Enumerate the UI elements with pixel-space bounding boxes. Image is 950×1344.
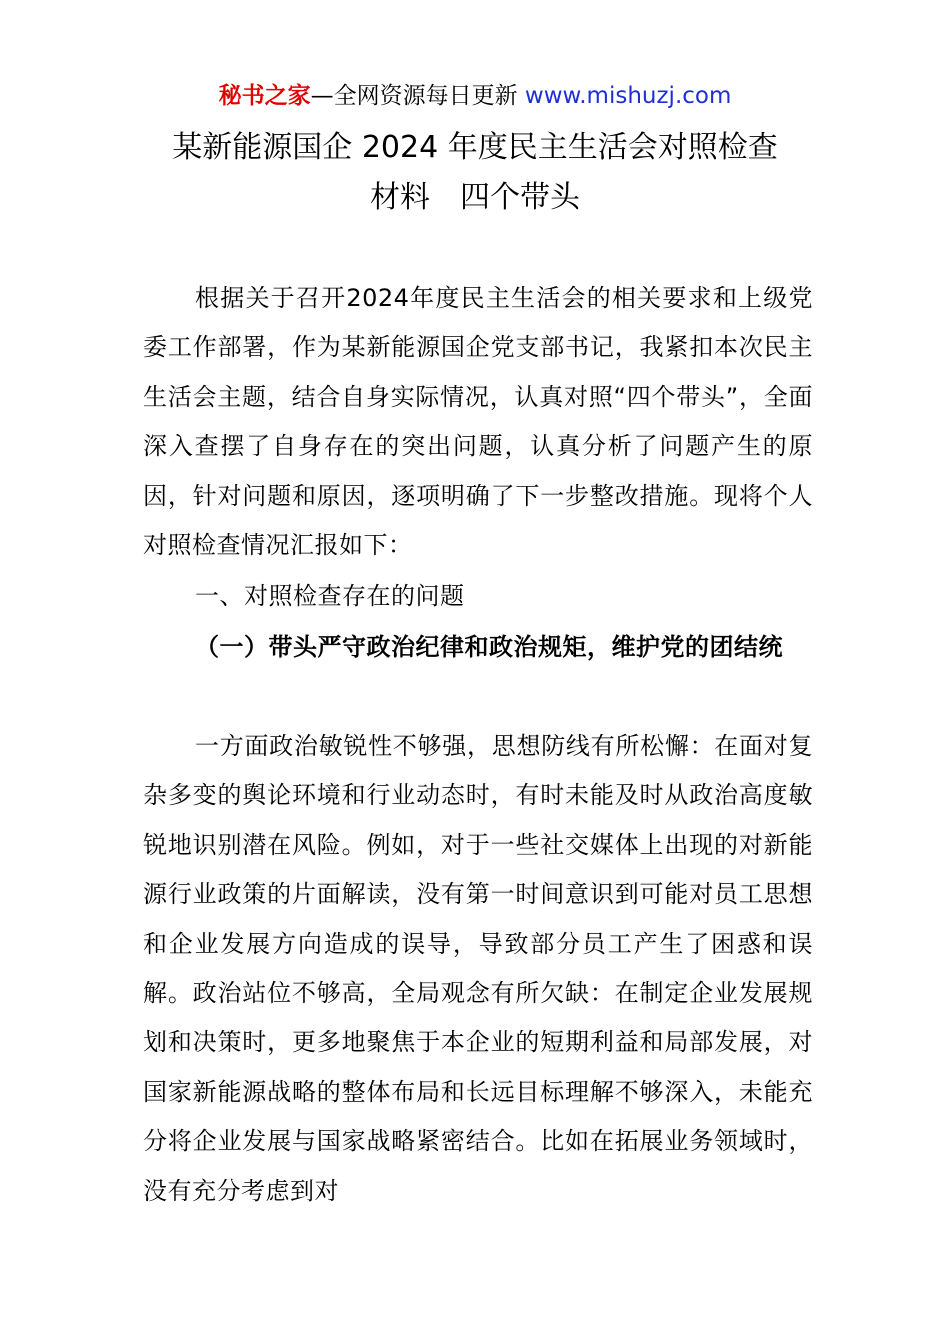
watermark-header (0, 79, 950, 113)
website-link[interactable]: www.mishuzj.com (524, 83, 732, 109)
brand-name: 秘书之家 (218, 83, 311, 109)
subsection-heading: （一）带头严守政治纪律和政治规矩，维护党的团结统 (195, 633, 783, 661)
body-paragraph: 一方面政治敏锐性不够强，思想防线有所松懈：在面对复杂多变的舆论环境和行业动态时，有时未能及时从政治高度敏锐地识别潜在风险。例如，对于一些社交媒体上出现的对新能源行业政策的片面解读，没有第一时间意识到可能对员工思想和企业发展方向造成的误导，导致部分员工产生了困惑和误解。政治站位不够高，全局观念有所欠缺：在制定企业发展规划和决策时，更多地聚焦于本企业的短期利益和局部发展，对国家新能源战略的整体布局和长远目标理解不够深入，未能充分将企业发展与国家战略紧密结合。比如在拓展业务领域时，没有充分考虑到对 (143, 732, 813, 1205)
intro-paragraph: 根据关于召开2024年度民主生活会的相关要求和上级党委工作部署，作为某新能源国企党支部书记，我紧扣本次民主生活会主题，结合自身实际情况，认真对照“四个带头”，全面深入查摆了自身存在的突出问题，认真分析了问题产生的原因，针对问题和原因，逐项明确了下一步整改措施。现将个人对照检查情况汇报如下： (143, 284, 813, 560)
brand-slogan: —全网资源每日更新 (310, 83, 518, 109)
document-title-line-1: 某新能源国企 2024 年度民主生活会对照检查 (172, 130, 778, 165)
section-heading: 一、对照检查存在的问题 (195, 582, 465, 610)
document-title-line-2: 材料 四个带头 (370, 180, 580, 215)
